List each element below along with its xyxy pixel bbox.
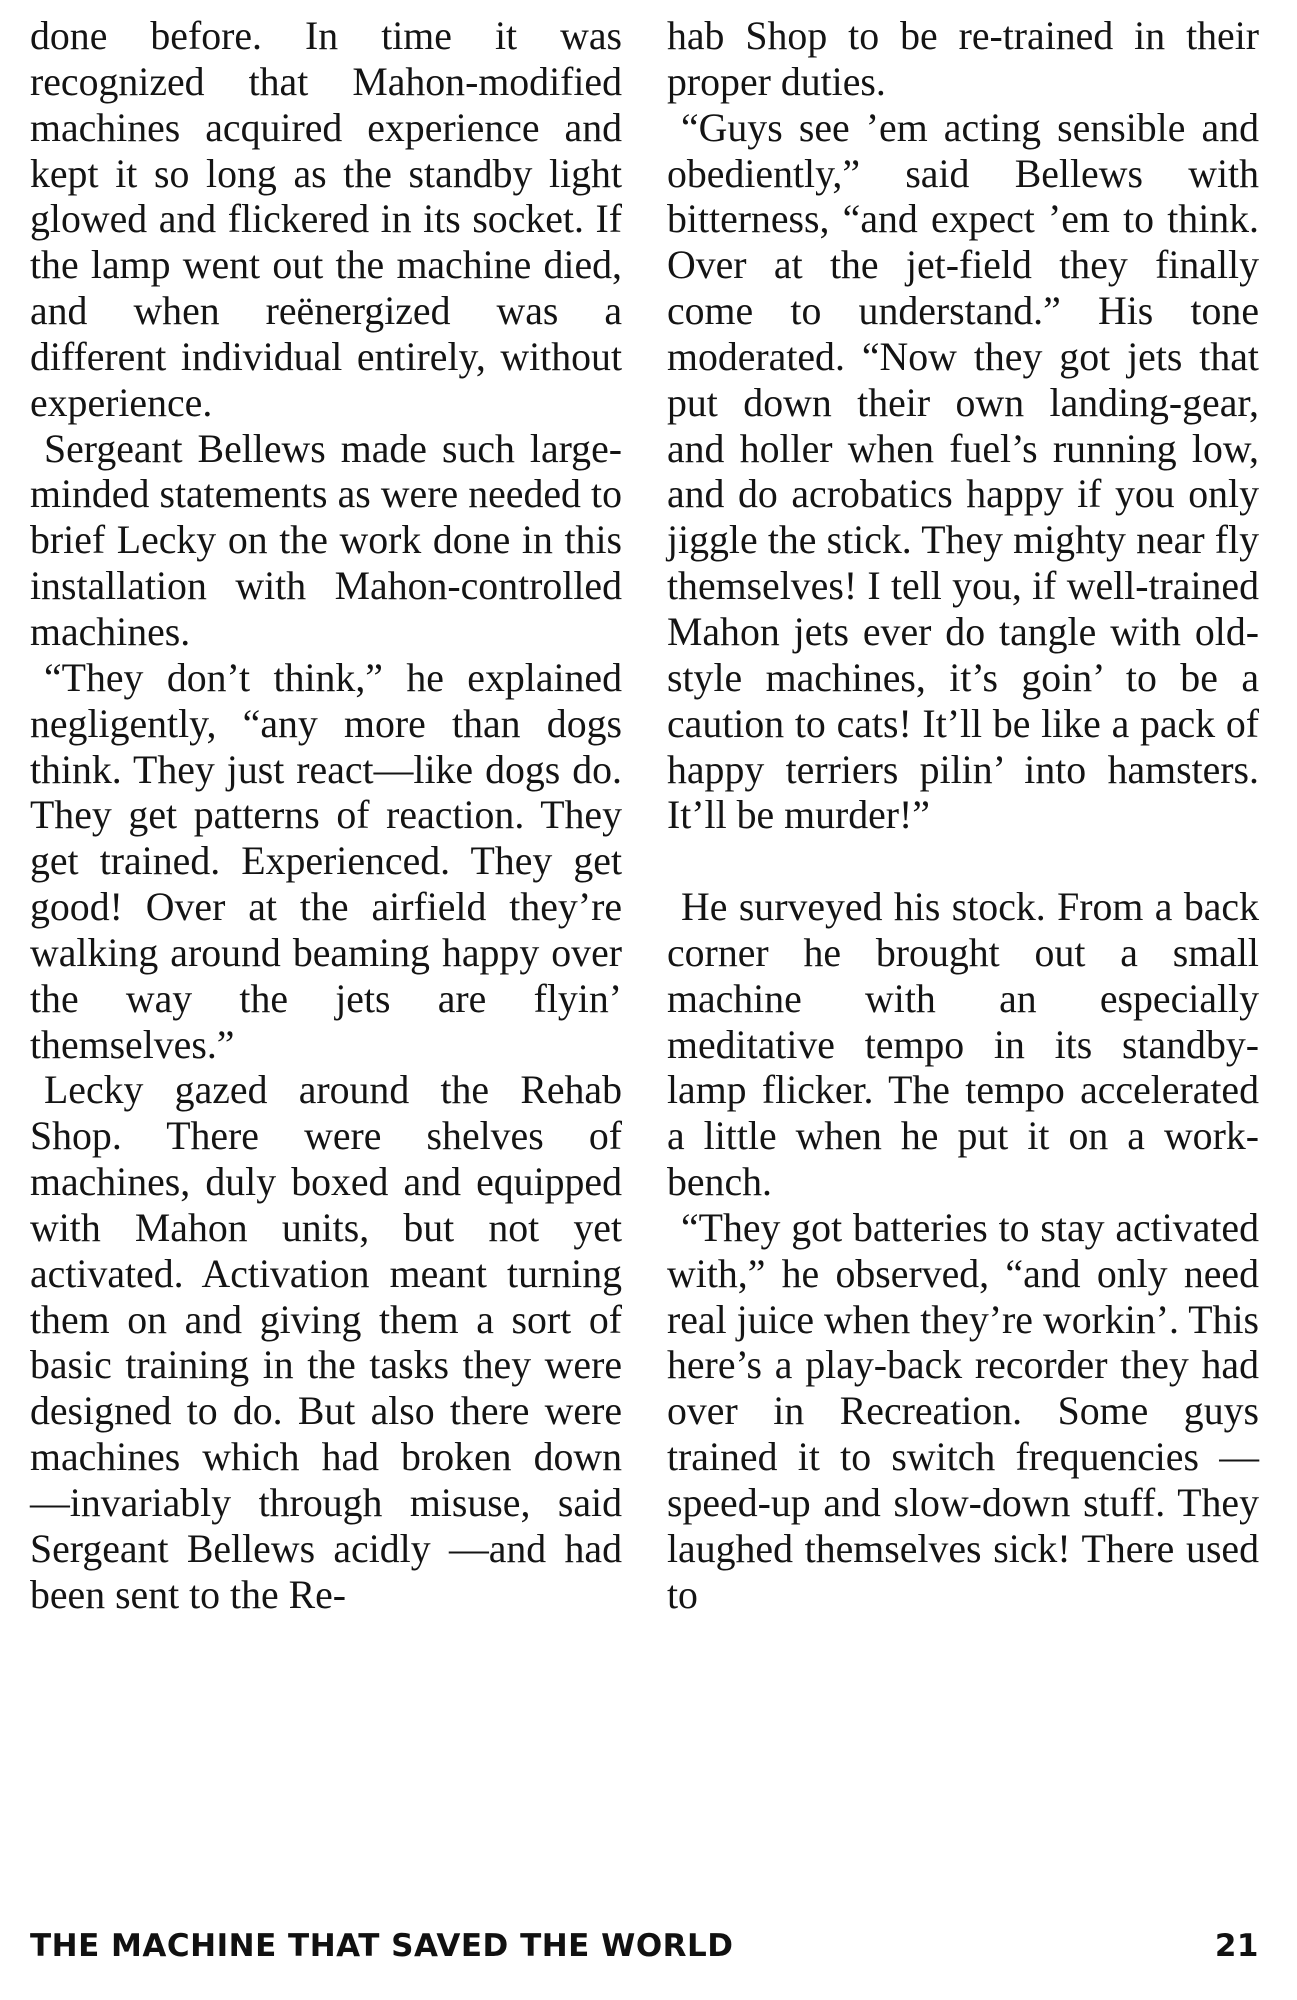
- paragraph: Sergeant Bellews made such large-minded statements as were needed to brief Lecky on the work done in this installation with Mahon-controlled machines.: [30, 426, 622, 654]
- section-break: [667, 839, 1259, 885]
- paragraph: hab Shop to be re-trained in their proper duties.: [667, 14, 1259, 104]
- paragraph: Lecky gazed around the Rehab Shop. There were shelves of machines, duly boxed and equipped with Mahon units, but not yet activated. Activation meant turning them on and giving them a sort of basic training in the tasks they were designed to do. But also there were machines which had broken down —invariably through misuse, said Sergeant Bellews acidly —and had been sent to the Re-: [30, 1068, 622, 1617]
- paragraph: “They got batteries to stay activated with,” he observed, “and only need real juice when they’re workin’. This here’s a play-back recorder they had over in Recreation. Some guys trained it to switch frequencies — speed-up and slow-down stuff. They laughed themselves sick! There used to: [667, 1205, 1259, 1617]
- paragraph: “Guys see ’em acting sensible and obediently,” said Bellews with bitterness, “and expect ’em to think. Over at the jet-field they finally come to understand.” His tone moderated. “Now they got jets that put down their own landing-gear, and holler when fuel’s running low, and do acrobatics happy if you only jiggle the stick. They mighty near fly themselves! I tell you, if well-trained Mahon jets ever do tangle with old-style machines, it’s goin’ to be a caution to cats! It’ll be like a pack of happy terriers pilin’ into hamsters. It’ll be murder!”: [667, 105, 1259, 838]
- page-number: 21: [1214, 1928, 1259, 1964]
- page-footer: [30, 1928, 1259, 1964]
- paragraph: He surveyed his stock. From a back corner he brought out a small machine with an especially meditative tempo in its standby-lamp flicker. The tempo accelerated a little when he put it on a work-bench.: [667, 885, 1259, 1205]
- paragraph: done before. In time it was recognized that Mahon-modified machines acquired experience and kept it so long as the standby light glowed and flickered in its socket. If the lamp went out the machine died, and when reënergized was a different individual entirely, without experience.: [30, 14, 622, 425]
- paragraph: “They don’t think,” he explained negligently, “any more than dogs think. They just react—like dogs do. They get patterns of reaction. They get trained. Experienced. They get good! Over at the airfield they’re walking around beaming happy over the way the jets are flyin’ themselves.”: [30, 655, 622, 1067]
- right-text-column: [667, 14, 1259, 1619]
- left-text-column: [30, 14, 622, 1619]
- running-title: THE MACHINE THAT SAVED THE WORLD: [30, 1928, 734, 1964]
